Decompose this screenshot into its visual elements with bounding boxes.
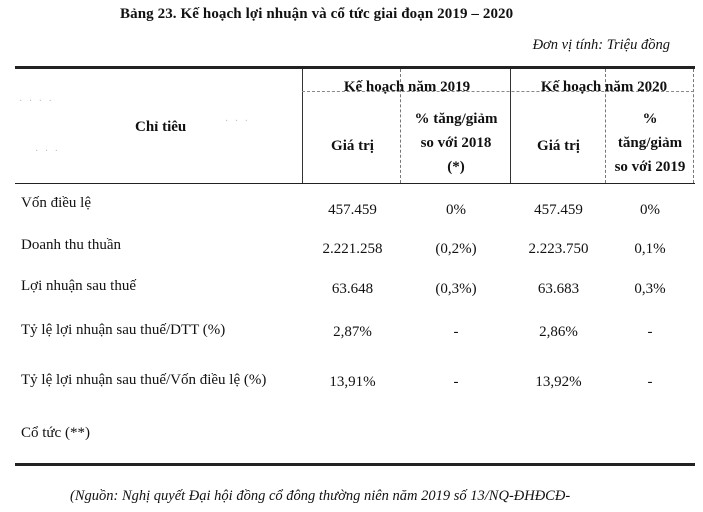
header-change-2018-line: % tăng/giảm	[414, 111, 498, 127]
row-value-2019: 13,91%	[329, 374, 376, 390]
header-change-2018-line: (*)	[447, 159, 465, 175]
table-title: Bảng 23. Kế hoạch lợi nhuận và cổ tức giai đoạn 2019 – 2020	[120, 6, 514, 22]
header-value-2020: Giá trị	[537, 138, 580, 154]
row-change-2019: 0%	[446, 202, 466, 218]
row-label: Cổ tức (**)	[21, 425, 90, 441]
profit-dividend-table	[15, 66, 695, 468]
header-bottom-rule	[15, 183, 695, 184]
row-change-2019: -	[453, 324, 459, 340]
row-change-2019: (0,2%)	[435, 241, 477, 257]
row-label: Tỷ lệ lợi nhuận sau thuế/Vốn điều lệ (%)	[21, 372, 267, 388]
source-note: (Nguồn: Nghị quyết Đại hội đồng cổ đông thường niên năm 2019 số 13/NQ-ĐHĐCĐ-	[70, 488, 571, 504]
row-value-2020: 63.683	[537, 281, 580, 297]
header-divider	[510, 69, 512, 183]
scan-noise: · · · ·	[19, 96, 54, 107]
header-change-2019-line: %	[642, 111, 658, 127]
row-label: Doanh thu thuần	[21, 237, 121, 253]
row-change-2020: 0,3%	[634, 281, 666, 297]
header-value-2019: Giá trị	[331, 138, 374, 154]
row-change-2019: -	[453, 374, 459, 390]
row-label: Tỷ lệ lợi nhuận sau thuế/DTT (%)	[21, 322, 226, 338]
row-value-2020: 2,86%	[539, 324, 578, 340]
row-value-2019: 457.459	[328, 202, 377, 218]
scan-noise: · · ·	[35, 146, 60, 157]
row-change-2020: 0%	[640, 202, 660, 218]
header-divider	[693, 69, 695, 183]
row-value-2020: 2.223.750	[528, 241, 589, 257]
row-change-2020: -	[647, 324, 653, 340]
header-change-2018-line: so với 2018	[420, 135, 492, 151]
header-change-2019	[607, 107, 693, 179]
header-divider	[302, 69, 304, 183]
row-label: Vốn điều lệ	[21, 195, 91, 211]
row-value-2019: 63.648	[331, 281, 374, 297]
row-label: Lợi nhuận sau thuế	[21, 278, 136, 294]
row-value-2019: 2.221.258	[322, 241, 383, 257]
unit-note: Đơn vị tính: Triệu đồng	[532, 37, 670, 53]
header-change-2018	[402, 107, 510, 179]
row-change-2020: -	[647, 374, 653, 390]
row-change-2020: 0,1%	[634, 241, 666, 257]
table-bottom-rule	[15, 463, 695, 466]
header-indicator: Chỉ tiêu	[135, 119, 187, 135]
row-value-2020: 13,92%	[535, 374, 582, 390]
header-change-2019-line: tăng/giảm	[617, 135, 683, 151]
row-value-2020: 457.459	[534, 202, 583, 218]
header-plan-2020: Kế hoạch năm 2020	[540, 79, 668, 95]
header-change-2019-line: so với 2019	[614, 159, 686, 175]
header-plan-2019: Kế hoạch năm 2019	[343, 79, 471, 95]
row-change-2019: (0,3%)	[435, 281, 477, 297]
table-top-rule	[15, 66, 695, 69]
scan-noise: · · ·	[225, 116, 250, 127]
row-value-2019: 2,87%	[333, 324, 372, 340]
